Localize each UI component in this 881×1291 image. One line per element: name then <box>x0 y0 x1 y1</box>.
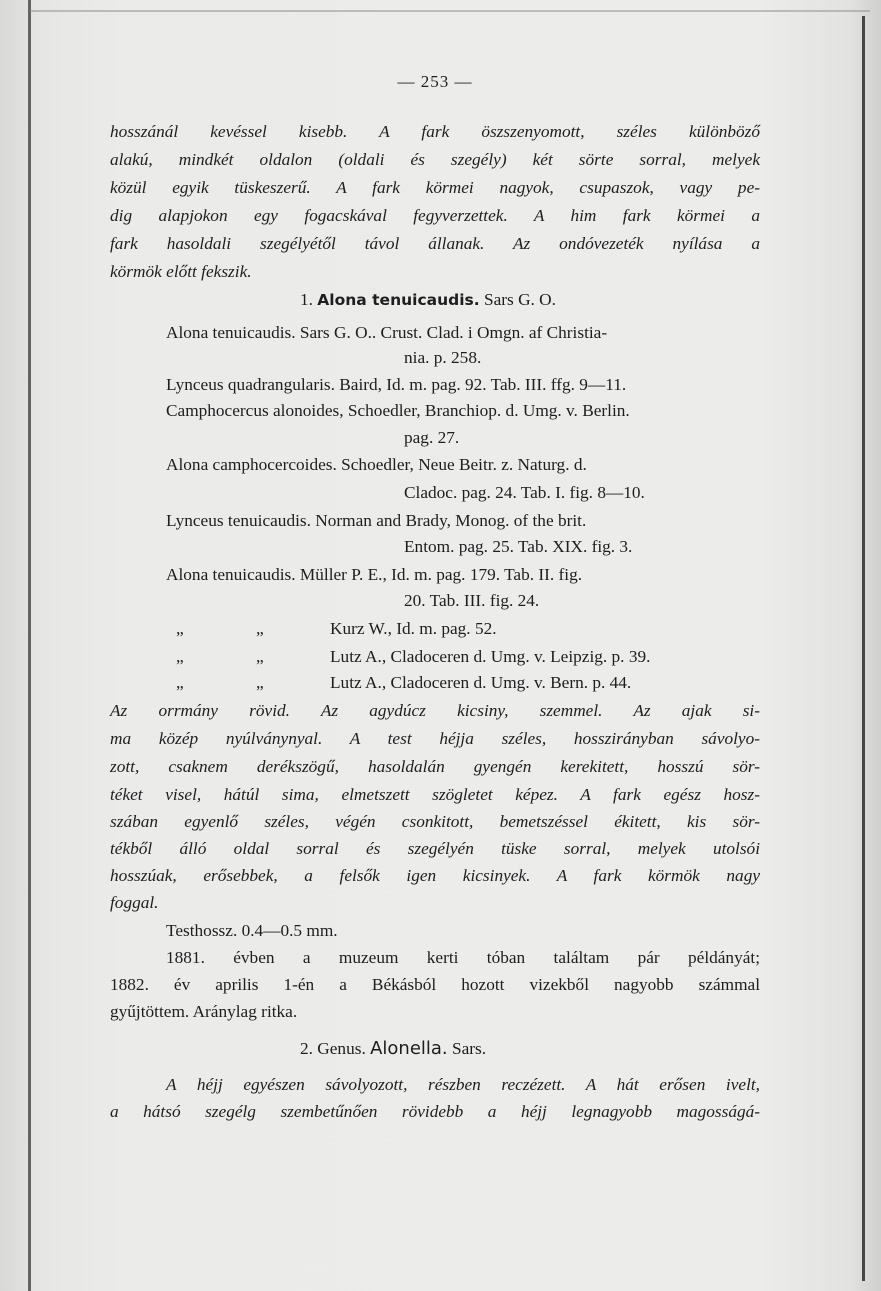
intro-line: fark hasoldali szegélyétől távol állanak. Az ondóvezeték nyílása a <box>110 234 760 253</box>
description-line: hosszúak, erősebbek, a felsők igen kicsinyek. A fark körmök nagy <box>110 866 760 885</box>
genus-author: Sars. <box>452 1039 487 1058</box>
intro-line: alakú, mindkét oldalon (oldali és szegély) két sörte sorral, melyek <box>110 150 760 169</box>
ditto-mark: „ <box>256 647 264 666</box>
genus-prefix: 2. Genus. <box>300 1039 366 1058</box>
intro-line: hosszánál kevéssel kisebb. A fark öszszenyomott, széles különböző <box>110 122 760 141</box>
finding-line: gyűjtöttem. Aránylag ritka. <box>110 1002 298 1021</box>
genus-description-line: A héjj egyészen sávolyozott, részben reczézett. A hát erősen ivelt, <box>166 1075 760 1094</box>
description-line: tékből álló oldal sorral és szegélyén tüske sorral, melyek utolsói <box>110 839 760 858</box>
species-number: 1. <box>300 290 313 309</box>
synonym-continuation: Cladoc. pag. 24. Tab. I. fig. 8—10. <box>404 483 645 502</box>
description-line: téket visel, hátúl sima, elmetszett szögletet képez. A fark egész hosz- <box>110 785 760 804</box>
ditto-mark: „ <box>176 647 184 666</box>
intro-line: körmök előtt fekszik. <box>110 262 252 281</box>
ditto-mark: „ <box>176 619 184 638</box>
page-left-edge <box>28 0 31 1291</box>
synonym-entry: Alona tenuicaudis. Sars G. O.. Crust. Clad. i Omgn. af Christia- <box>166 323 608 342</box>
genus-name: Alonella. <box>370 1038 448 1059</box>
synonym-entry: Lynceus quadrangularis. Baird, Id. m. pag. 92. Tab. III. ffg. 9—11. <box>166 375 627 394</box>
intro-line: dig alapjokon egy fogacskával fegyverzettek. A him fark körmei a <box>110 206 760 225</box>
body-length: Testhossz. 0.4—0.5 mm. <box>166 921 338 940</box>
synonym-entry: Alona camphocercoides. Schoedler, Neue Beitr. z. Naturg. d. <box>166 455 587 474</box>
synonym-continuation: 20. Tab. III. fig. 24. <box>404 591 540 610</box>
ditto-mark: „ <box>256 673 264 692</box>
description-line: zott, csaknem derékszögű, hasoldalán gyengén kerekitett, hosszú sör- <box>110 757 760 776</box>
genus-description-line: a hátsó szegélg szembetűnően rövidebb a héjj legnagyobb magosságá- <box>110 1102 760 1121</box>
synonym-continuation: pag. 27. <box>404 428 460 447</box>
page-right-edge <box>862 16 865 1281</box>
document-page <box>110 0 760 1291</box>
page-number: — 253 — <box>397 72 473 91</box>
genus-heading <box>300 1040 486 1058</box>
synonym-entry: Camphocercus alonoides, Schoedler, Branchiop. d. Umg. v. Berlin. <box>166 401 630 420</box>
ditto-mark: „ <box>256 619 264 638</box>
finding-line: 1882. év aprilis 1-én a Békásból hozott vizekből nagyobb számmal <box>110 975 760 994</box>
ditto-entry: Kurz W., Id. m. pag. 52. <box>330 619 497 638</box>
synonym-continuation: Entom. pag. 25. Tab. XIX. fig. 3. <box>404 537 633 556</box>
synonym-continuation: nia. p. 258. <box>404 348 482 367</box>
species-heading <box>300 291 556 309</box>
synonym-entry: Lynceus tenuicaudis. Norman and Brady, Monog. of the brit. <box>166 511 587 530</box>
description-line: Az orrmány rövid. Az agydúcz kicsiny, szemmel. Az ajak si- <box>110 701 760 720</box>
description-line: szában egyenlő széles, végén csonkitott, bemetszéssel ékitett, kis sör- <box>110 812 760 831</box>
synonym-entry: Alona tenuicaudis. Müller P. E., Id. m. pag. 179. Tab. II. fig. <box>166 565 583 584</box>
ditto-entry: Lutz A., Cladoceren d. Umg. v. Bern. p. 44. <box>330 673 632 692</box>
intro-line: közül egyik tüskeszerű. A fark körmei nagyok, csupaszok, vagy pe- <box>110 178 760 197</box>
species-name: Alona tenuicaudis. <box>317 291 480 309</box>
description-line: ma közép nyúlványnyal. A test héjja széles, hosszirányban sávolyo- <box>110 729 760 748</box>
description-line: foggal. <box>110 893 159 912</box>
species-author: Sars G. O. <box>483 290 556 309</box>
finding-line: 1881. évben a muzeum kerti tóban találtam pár példányát; <box>166 948 760 967</box>
ditto-mark: „ <box>176 673 184 692</box>
ditto-entry: Lutz A., Cladoceren d. Umg. v. Leipzig. p. 39. <box>330 647 651 666</box>
